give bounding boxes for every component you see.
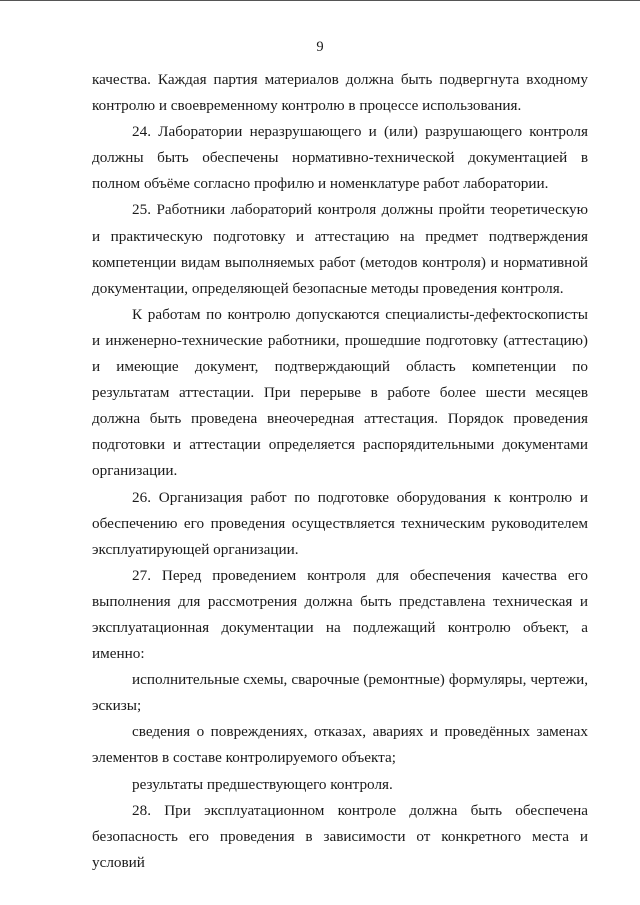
paragraph-24: 24. Лаборатории неразрушающего и (или) разрушающего контроля должны быть обеспечены нормативно-технической документацией в полном объёме согласно профилю и номенклатуре работ лаборатории. <box>92 123 588 193</box>
paragraph-admission: К работам по контролю допускаются специалисты-дефектоскописты и инженерно-технические работники, прошедшие подготовку (аттестацию) и имеющие документ, подтверждающий область компетенции по результатам аттестации. При перерыве в работе более шести месяцев должна быть проведена внеочередная аттестация. Порядок проведения подготовки и аттестации определяется распорядительными документами организации. <box>92 305 588 480</box>
paragraph-25: 25. Работники лабораторий контроля должны пройти теоретическую и практическую подготовку и аттестацию на предмет подтверждения компетенции видам выполняемых работ (методов контроля) и нормативной документации, определяющей безопасные методы проведения контроля. <box>92 201 588 297</box>
paragraph-continuation: качества. Каждая партия материалов должна быть подвергнута входному контролю и своевременному контролю в процессе использования. <box>92 71 588 115</box>
document-body <box>92 67 588 876</box>
list-item-schemes: исполнительные схемы, сварочные (ремонтные) формуляры, чертежи, эскизы; <box>92 671 588 715</box>
page-number: 9 <box>316 39 324 55</box>
list-item-previous-results: результаты предшествующего контроля. <box>132 775 393 793</box>
paragraph-28: 28. При эксплуатационном контроле должна быть обеспечена безопасность его проведения в зависимости от конкретного места и условий <box>92 801 588 871</box>
paragraph-27: 27. Перед проведением контроля для обеспечения качества его выполнения для рассмотрения должна быть представлена техническая и эксплуатационная документации на подлежащий контролю объект, а именно: <box>92 566 588 663</box>
paragraph-26: 26. Организация работ по подготовке оборудования к контролю и обеспечению его проведения осуществляется техническим руководителем эксплуатирующей организации. <box>92 488 588 558</box>
list-item-damage-info: сведения о повреждениях, отказах, авариях и проведённых заменах элементов в составе контролируемого объекта; <box>92 723 588 767</box>
